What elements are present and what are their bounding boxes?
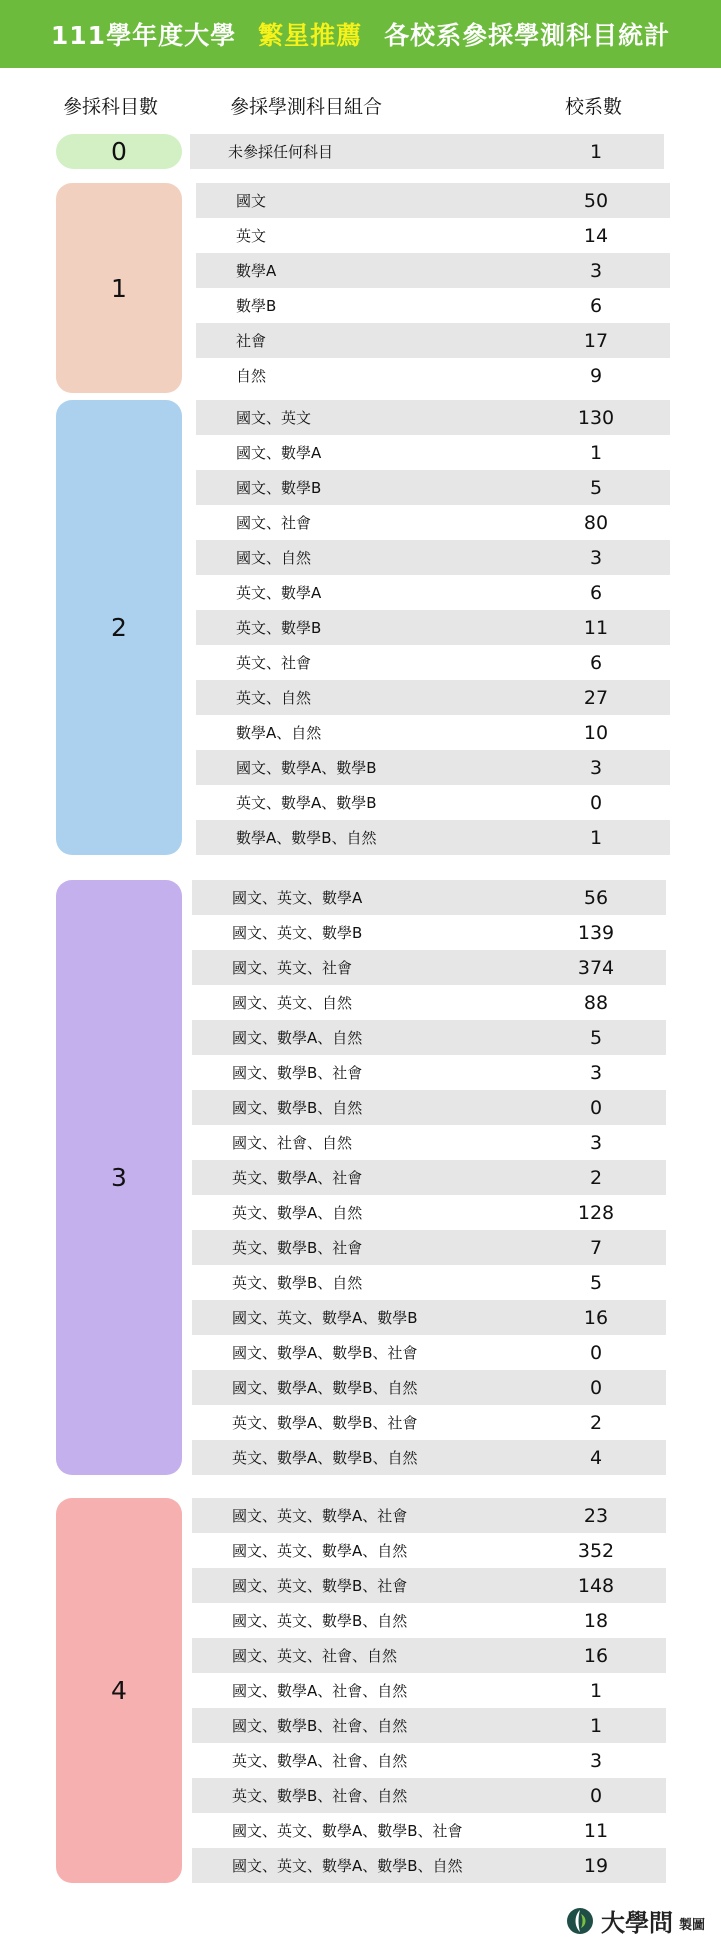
subject-combination: 國文、英文、數學A、數學B、自然 <box>232 1857 463 1875</box>
subject-combination: 國文、英文、數學B、自然 <box>232 1612 408 1630</box>
table-row <box>196 435 670 470</box>
department-count: 14 <box>583 224 609 247</box>
department-count: 7 <box>589 1236 603 1259</box>
table-row <box>196 750 670 785</box>
table-row <box>196 715 670 750</box>
subject-combination: 自然 <box>236 367 267 385</box>
subject-count-block-0: 0 <box>56 134 182 169</box>
footer-credit <box>565 1903 705 1938</box>
table-row <box>192 1300 666 1335</box>
subject-combination: 國文、數學A、社會、自然 <box>232 1682 408 1700</box>
subject-combination: 國文、英文、社會、自然 <box>232 1647 398 1665</box>
subject-combination: 數學A、自然 <box>236 724 322 742</box>
subject-combination: 國文、社會、自然 <box>232 1134 353 1152</box>
subject-combination: 國文、英文、數學B <box>232 924 363 942</box>
subject-combination: 國文、英文、數學A、數學B <box>232 1309 418 1327</box>
subject-combination: 國文、數學B、自然 <box>232 1099 363 1117</box>
subject-combination: 國文、英文、數學A、社會 <box>232 1507 408 1525</box>
table-row <box>192 915 666 950</box>
column-header-dept-count: 校系數 <box>565 96 623 118</box>
title-highlight: 繁星推薦 <box>258 21 363 50</box>
department-count: 130 <box>577 406 615 429</box>
table-row <box>196 323 670 358</box>
table-row <box>192 1370 666 1405</box>
table-row <box>192 1673 666 1708</box>
column-header-subject-count: 參採科目數 <box>63 96 159 118</box>
subject-combination: 國文、英文、自然 <box>232 994 353 1012</box>
department-count: 1 <box>589 441 603 464</box>
table-row <box>192 1405 666 1440</box>
subject-combination: 英文、數學B、社會、自然 <box>232 1787 408 1805</box>
subject-combination: 國文、英文 <box>236 409 312 427</box>
subject-combination: 國文、數學A <box>236 444 322 462</box>
subject-combination: 國文、數學A、數學B、自然 <box>232 1379 418 1397</box>
table-row <box>196 645 670 680</box>
department-count: 6 <box>589 294 603 317</box>
table-row <box>192 1055 666 1090</box>
subject-combination: 英文、自然 <box>236 689 312 707</box>
leaf-logo-icon <box>565 1906 595 1936</box>
table-row <box>190 134 664 169</box>
subject-count-block-4: 4 <box>56 1498 182 1883</box>
subject-combination: 國文、數學A、數學B <box>236 759 377 777</box>
table-row <box>192 1440 666 1475</box>
table-row <box>192 1020 666 1055</box>
subject-combination: 國文、數學B <box>236 479 322 497</box>
table-row <box>192 1568 666 1603</box>
department-count: 16 <box>583 1644 609 1667</box>
table-row <box>192 1125 666 1160</box>
table-row <box>196 785 670 820</box>
table-row <box>196 400 670 435</box>
subject-combination: 國文、數學B、社會、自然 <box>232 1717 408 1735</box>
subject-combination: 英文、數學A、社會 <box>232 1169 363 1187</box>
table-row <box>196 253 670 288</box>
department-count: 56 <box>583 886 609 909</box>
department-count: 1 <box>589 826 603 849</box>
department-count: 6 <box>589 651 603 674</box>
table-row <box>192 1090 666 1125</box>
logo-text: 大學問 <box>600 1909 673 1937</box>
table-row <box>192 1638 666 1673</box>
subject-combination: 英文、數學B、自然 <box>232 1274 363 1292</box>
table-row <box>196 470 670 505</box>
department-count: 148 <box>577 1574 615 1597</box>
table-row <box>192 1533 666 1568</box>
department-count: 352 <box>577 1539 615 1562</box>
department-count: 128 <box>577 1201 615 1224</box>
table-row <box>196 610 670 645</box>
table-row <box>192 1813 666 1848</box>
table-row <box>196 540 670 575</box>
table-row <box>192 1498 666 1533</box>
subject-combination: 英文 <box>236 227 267 245</box>
title-year: 111學年度大學 <box>50 21 237 50</box>
subject-count-block-3: 3 <box>56 880 182 1475</box>
title-rest: 各校系參採學測科目統計 <box>384 21 671 50</box>
department-count: 18 <box>583 1609 609 1632</box>
department-count: 0 <box>589 1341 603 1364</box>
table-row <box>196 575 670 610</box>
table-row <box>192 1195 666 1230</box>
subject-combination: 英文、數學A、自然 <box>232 1204 363 1222</box>
subject-combination: 國文、數學B、社會 <box>232 1064 363 1082</box>
department-count: 0 <box>589 1376 603 1399</box>
department-count: 5 <box>589 1271 603 1294</box>
subject-combination: 國文、數學A、數學B、社會 <box>232 1344 418 1362</box>
department-count: 2 <box>589 1411 603 1434</box>
department-count: 23 <box>583 1504 609 1527</box>
subject-combination: 英文、數學B <box>236 619 322 637</box>
table-row <box>196 183 670 218</box>
table-row <box>192 1335 666 1370</box>
subject-combination: 英文、數學A、數學B <box>236 794 377 812</box>
department-count: 3 <box>589 1749 603 1772</box>
department-count: 16 <box>583 1306 609 1329</box>
department-count: 19 <box>583 1854 609 1877</box>
subject-count-block-2: 2 <box>56 400 182 855</box>
table-row <box>192 1160 666 1195</box>
table-row <box>196 680 670 715</box>
department-count: 5 <box>589 476 603 499</box>
subject-combination: 國文、英文、社會 <box>232 959 353 977</box>
subject-combination: 國文、英文、數學A、數學B、社會 <box>232 1822 463 1840</box>
table-row <box>192 1230 666 1265</box>
subject-combination: 未參採任何科目 <box>228 143 334 161</box>
department-count: 0 <box>589 1784 603 1807</box>
subject-combination: 國文、英文、數學B、社會 <box>232 1577 408 1595</box>
table-row <box>192 1603 666 1638</box>
department-count: 80 <box>583 511 609 534</box>
department-count: 9 <box>589 364 603 387</box>
subject-combination: 英文、社會 <box>236 654 312 672</box>
table-row <box>196 358 670 393</box>
department-count: 17 <box>583 329 609 352</box>
subject-combination: 國文、英文、數學A、自然 <box>232 1542 408 1560</box>
department-count: 374 <box>577 956 615 979</box>
department-count: 0 <box>589 1096 603 1119</box>
subject-combination: 數學A、數學B、自然 <box>236 829 377 847</box>
table-row <box>192 1848 666 1883</box>
department-count: 27 <box>583 686 609 709</box>
subject-combination: 國文、自然 <box>236 549 312 567</box>
department-count: 11 <box>583 616 609 639</box>
department-count: 1 <box>589 140 603 163</box>
department-count: 4 <box>589 1446 603 1469</box>
subject-combination: 國文、數學A、自然 <box>232 1029 363 1047</box>
subject-combination: 社會 <box>236 332 267 350</box>
made-by-label: 製圖 <box>678 1918 705 1933</box>
subject-combination: 國文、社會 <box>236 514 312 532</box>
table-row <box>192 1265 666 1300</box>
department-count: 88 <box>583 991 609 1014</box>
department-count: 1 <box>589 1714 603 1737</box>
department-count: 139 <box>577 921 615 944</box>
column-header-combination: 參採學測科目組合 <box>230 96 383 118</box>
department-count: 10 <box>583 721 609 744</box>
subject-combination: 英文、數學A <box>236 584 322 602</box>
table-row <box>192 1743 666 1778</box>
subject-combination: 英文、數學B、社會 <box>232 1239 363 1257</box>
table-row <box>196 505 670 540</box>
table-row <box>192 985 666 1020</box>
subject-combination: 國文、英文、數學A <box>232 889 363 907</box>
table-row <box>196 218 670 253</box>
table-row <box>192 950 666 985</box>
department-count: 2 <box>589 1166 603 1189</box>
department-count: 3 <box>589 259 603 282</box>
table-row <box>192 1778 666 1813</box>
department-count: 3 <box>589 1061 603 1084</box>
department-count: 50 <box>583 189 609 212</box>
department-count: 0 <box>589 791 603 814</box>
department-count: 3 <box>589 1131 603 1154</box>
table-row <box>196 820 670 855</box>
subject-combination: 英文、數學A、數學B、社會 <box>232 1414 418 1432</box>
table-row <box>196 288 670 323</box>
table-row <box>192 880 666 915</box>
department-count: 6 <box>589 581 603 604</box>
department-count: 3 <box>589 756 603 779</box>
subject-combination: 英文、數學A、社會、自然 <box>232 1752 408 1770</box>
subject-combination: 國文 <box>236 192 267 210</box>
page-title <box>0 0 721 68</box>
subject-count-block-1: 1 <box>56 183 182 393</box>
department-count: 11 <box>583 1819 609 1842</box>
table-row <box>192 1708 666 1743</box>
subject-combination: 數學B <box>236 297 277 315</box>
subject-combination: 英文、數學A、數學B、自然 <box>232 1449 418 1467</box>
subject-combination: 數學A <box>236 262 277 280</box>
department-count: 5 <box>589 1026 603 1049</box>
department-count: 3 <box>589 546 603 569</box>
department-count: 1 <box>589 1679 603 1702</box>
